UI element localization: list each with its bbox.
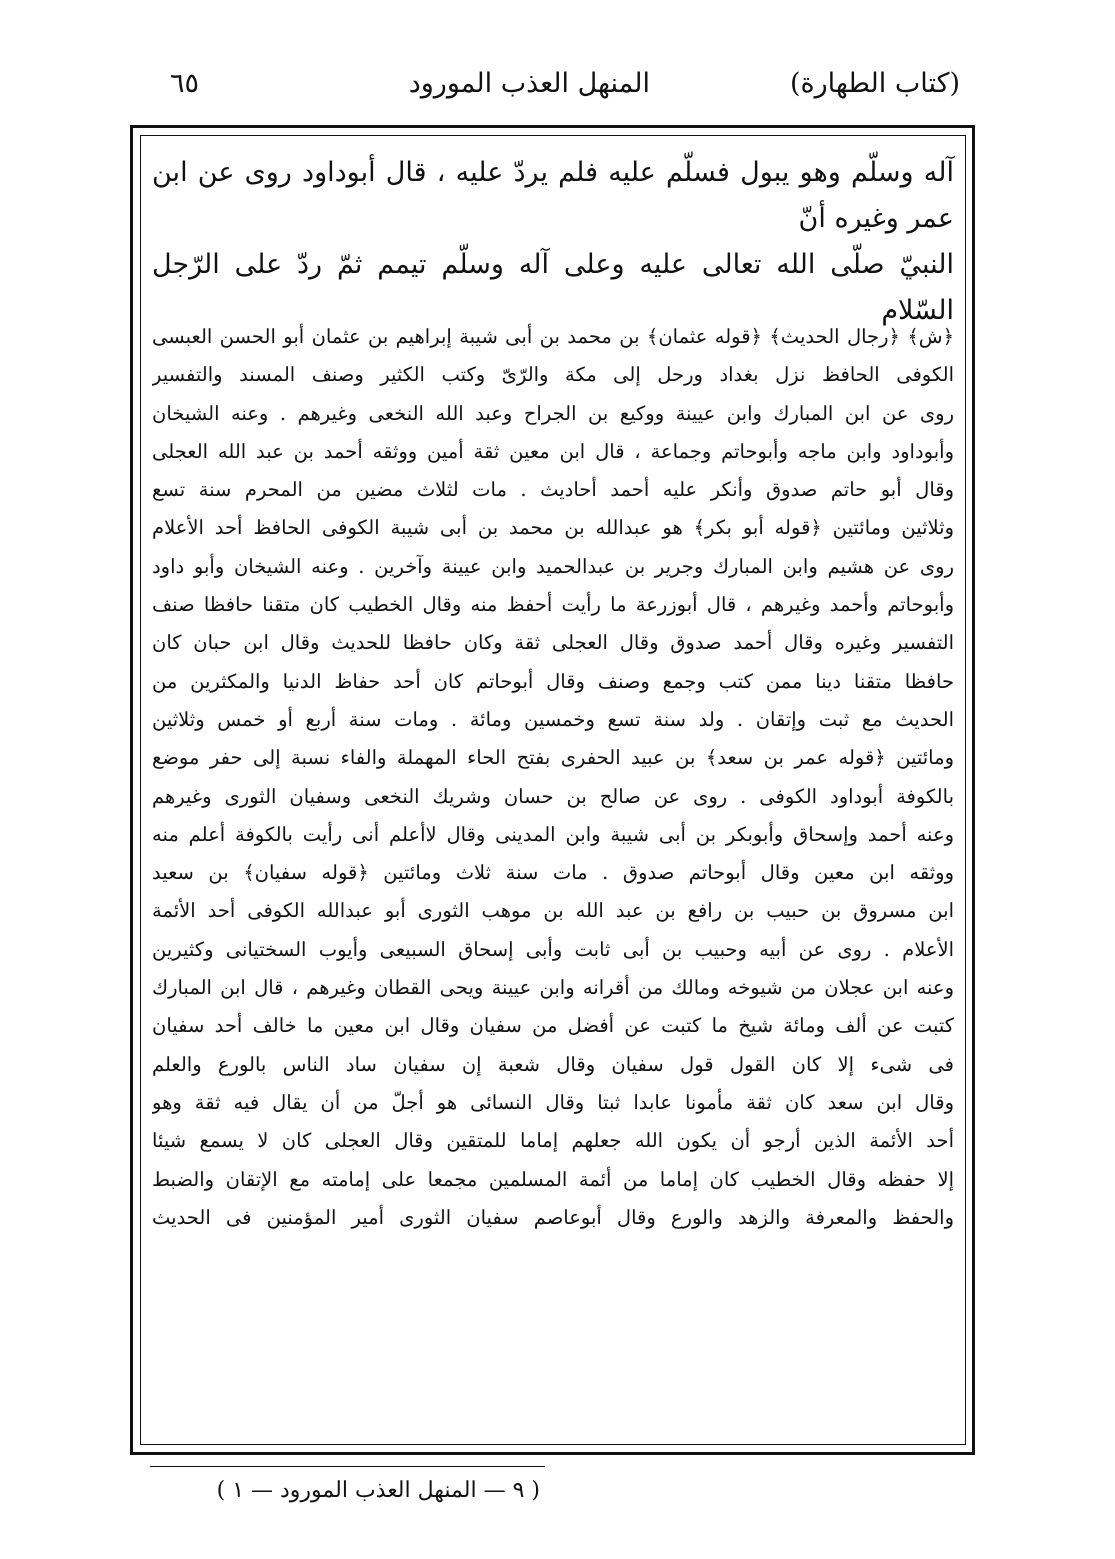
commentary-line: وثلاثين ومائتين ﴿قوله أبو بكر﴾ هو عبدالله بن محمد بن أبى شيبة الكوفى الحافظ أحد الأعلام bbox=[152, 516, 954, 540]
commentary-line: بالكوفة أبوداود الكوفى . روى عن صالح بن حسان وشريك النخعى وسفيان الثورى وغيرهم bbox=[152, 784, 954, 808]
page-header bbox=[150, 68, 960, 114]
commentary-line: وقال ابن سعد كان ثقة مأمونا عابدا ثبتا وقال النسائى هو أجلّ من أن يقال فيه ثقة وهو bbox=[152, 1090, 954, 1114]
chapter-title: (كتاب الطهارة) bbox=[789, 68, 960, 99]
commentary-line: وأبوداود وابن ماجه وأبوحاتم وجماعة ، قال ابن معين ثقة أمين ووثقه أحمد بن عبد الله العجلى bbox=[152, 439, 954, 463]
commentary-text bbox=[152, 318, 954, 1237]
commentary-line: كتبت عن ألف ومائة شيخ ما كتبت عن أفضل من سفيان وقال ابن معين ما خالف أحد سفيان bbox=[152, 1014, 954, 1038]
commentary-line: ومائتين ﴿قوله عمر بن سعد﴾ بن عبيد الحفرى بفتح الحاء المهملة والفاء نسبة إلى حفر موضع bbox=[152, 746, 954, 770]
commentary-line: فى شىء إلا كان القول قول سفيان وقال شعبة إن سفيان ساد الناس بالورع والعلم bbox=[152, 1052, 954, 1076]
commentary-line: وعنه ابن عجلان من شيوخه ومالك من أقرانه وابن عيينة ويحى القطان وغيرهم ، قال ابن المبارك bbox=[152, 976, 954, 1000]
book-title: المنهل العذب المورود bbox=[408, 68, 650, 99]
commentary-line: الأعلام . روى عن أبيه وحبيب بن أبى ثابت وأبى إسحاق السبيعى وأيوب السختيانى وكثيرين bbox=[152, 937, 954, 961]
hadith-text bbox=[152, 150, 954, 334]
signature-mark: ( ٩ — المنهل العذب المورود — ١ ) bbox=[216, 1478, 540, 1503]
commentary-line: روى عن هشيم وابن المبارك وجرير بن عبدالحميد وابن عيينة وآخرين . وعنه الشيخان وأبو داود bbox=[152, 554, 954, 578]
commentary-line: أحد الأئمة الذين أرجو أن يكون الله جعلهم إماما للمتقين وقال العجلى كان لا يسمع شيئا bbox=[152, 1129, 954, 1153]
commentary-line: الحديث مع ثبت وإتقان . ولد سنة تسع وخمسين ومائة . ومات سنة أربع أو خمس وثلاثين bbox=[152, 707, 954, 731]
hadith-line: آله وسلّم وهو يبول فسلّم عليه فلم يردّ عليه ، قال أبوداود روى عن ابن عمر وغيره أنّ bbox=[152, 157, 954, 234]
page-number: ٦٥ bbox=[170, 68, 200, 99]
commentary-line: وقال أبو حاتم صدوق وأنكر عليه أحمد أحاديث . مات لثلاث مضين من المحرم سنة تسع bbox=[152, 478, 954, 502]
commentary-line: التفسير وغيره وقال أحمد صدوق وقال العجلى ثقة وكان حافظا للحديث وقال ابن حبان كان bbox=[152, 631, 954, 655]
commentary-line: وعنه أحمد وإسحاق وأبوبكر بن أبى شيبة وابن المدينى وقال لاأعلم أنى رأيت بالكوفة أعلم منه bbox=[152, 822, 954, 846]
commentary-line: ﴿ش﴾ ﴿رجال الحديث﴾ ﴿قوله عثمان﴾ بن محمد بن أبى شيبة إبراهيم بن عثمان أبو الحسن العبسى bbox=[152, 325, 954, 348]
commentary-line: روى عن ابن المبارك وابن عيينة ووكيع بن الجراح وعبد الله النخعى وغيرهم . وعنه الشيخان bbox=[152, 401, 954, 425]
footer-divider bbox=[150, 1466, 545, 1467]
hadith-line: النبيّ صلّى الله تعالى عليه وعلى آله وسلّم تيمم ثمّ ردّ على الرّجل السّلام bbox=[152, 249, 954, 326]
commentary-line: وأبوحاتم وأحمد وغيرهم ، قال أبوزرعة ما رأيت أحفظ منه وقال الخطيب كان متقنا حافظا صنف bbox=[152, 593, 954, 617]
commentary-line: الكوفى الحافظ نزل بغداد ورحل إلى مكة والرّىّ وكتب الكثير وصنف المسند والتفسير bbox=[152, 363, 954, 387]
commentary-line: ووثقه ابن معين وقال أبوحاتم صدوق . مات سنة ثلاث ومائتين ﴿قوله سفيان﴾ بن سعيد bbox=[152, 861, 954, 885]
commentary-line: إلا حفظه وقال الخطيب كان إماما من أئمة المسلمين مجمعا على إمامته مع الإتقان والضبط bbox=[152, 1167, 954, 1191]
commentary-line: ابن مسروق بن حبيب بن رافع بن عبد الله بن موهب الثورى أبو عبدالله الكوفى أحد الأئمة bbox=[152, 899, 954, 923]
commentary-line: والحفظ والمعرفة والزهد والورع وقال أبوعاصم سفيان الثورى أمير المؤمنين فى الحديث bbox=[152, 1205, 954, 1229]
commentary-line: حافظا متقنا دينا ممن كتب وجمع وصنف وقال أبوحاتم كان أحد حفاظ الدنيا والمكثرين من bbox=[152, 669, 954, 693]
